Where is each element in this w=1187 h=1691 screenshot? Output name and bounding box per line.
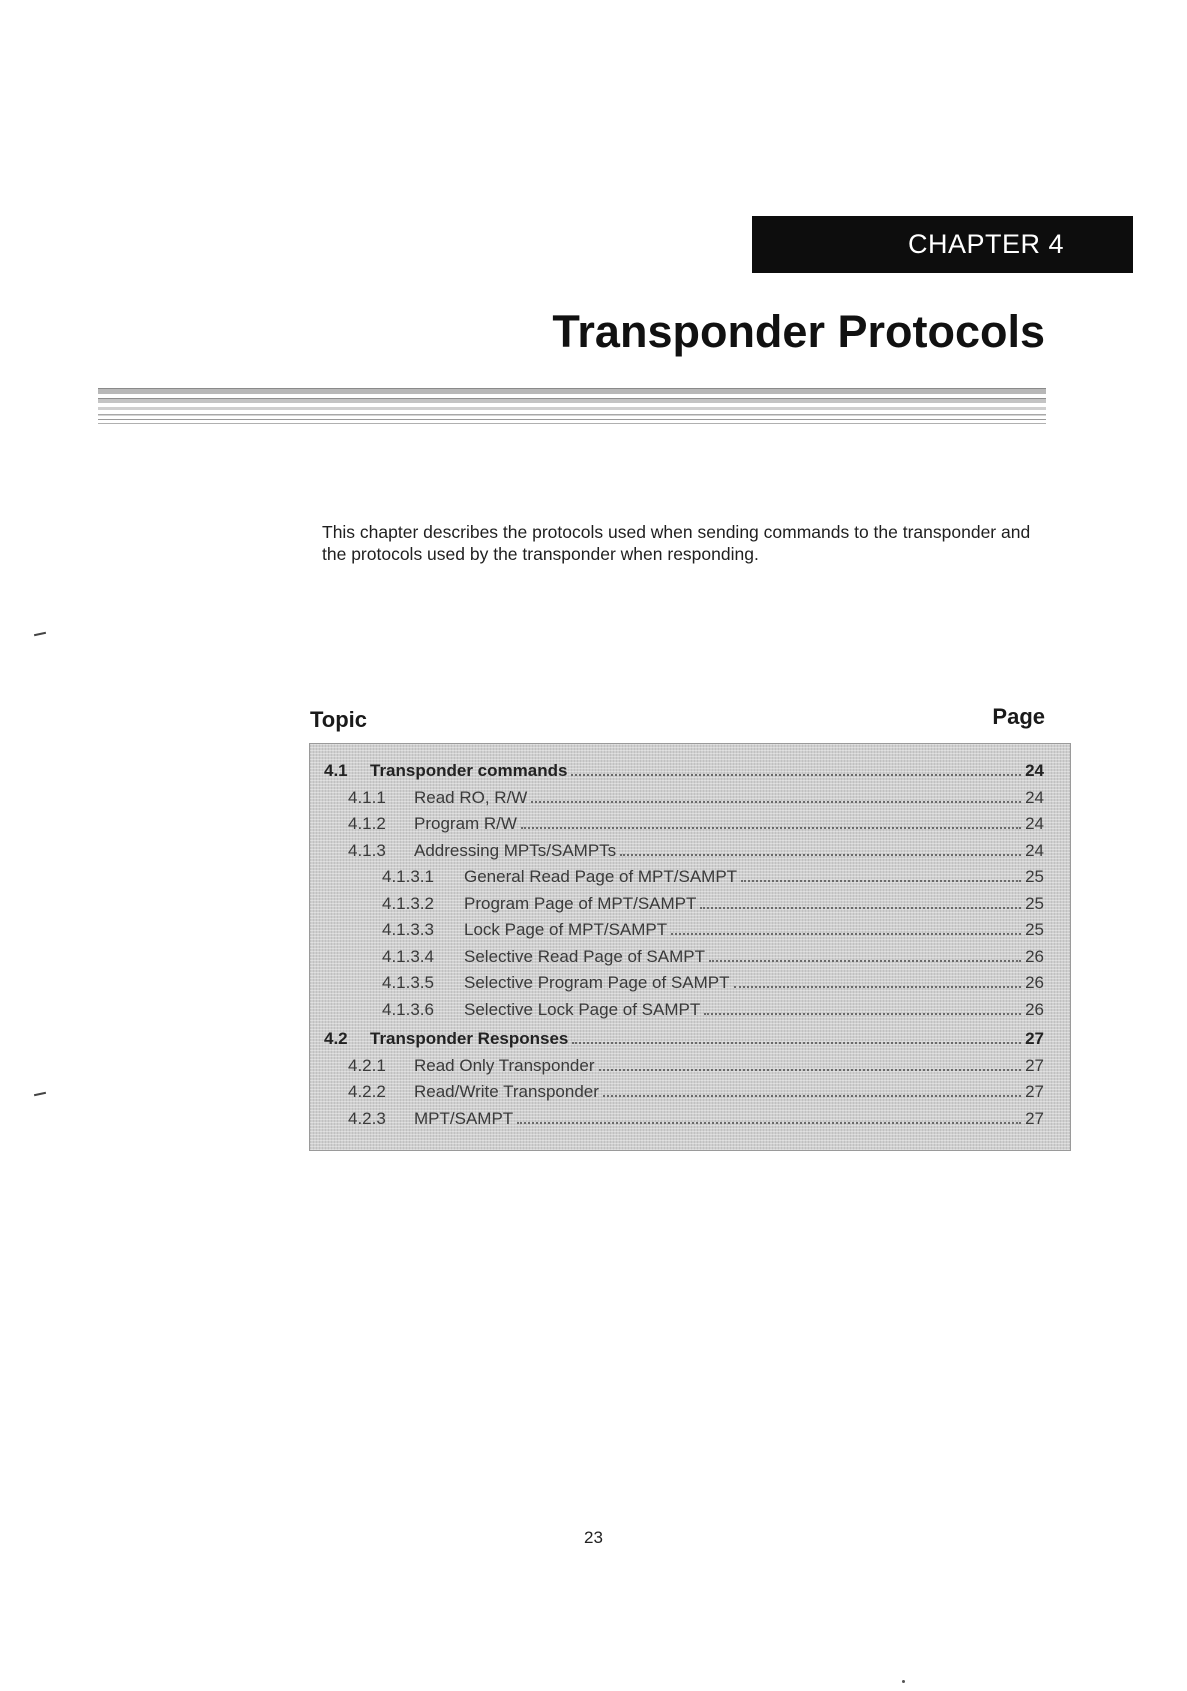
toc-entry — [310, 788, 1044, 808]
toc-dot-leader — [734, 986, 1022, 988]
toc-entry-number: 4.1.3.2 — [382, 893, 434, 913]
margin-mark — [34, 632, 46, 636]
toc-entry-page: 25 — [1025, 920, 1044, 939]
toc-entry — [310, 814, 1044, 834]
toc-entry-title: MPT/SAMPT — [414, 1108, 514, 1128]
toc-entry-page: 24 — [1025, 787, 1044, 807]
toc-entry-number: 4.2.3 — [348, 1108, 386, 1128]
toc-dot-leader — [572, 1042, 1021, 1044]
toc-entry — [310, 1056, 1044, 1076]
toc-entry-title: Transponder commands — [370, 761, 568, 780]
margin-mark — [34, 1092, 46, 1096]
toc-entry-page: 27 — [1025, 1029, 1044, 1048]
toc-entry-title: Read RO, R/W — [414, 787, 528, 807]
chapter-label-box — [752, 216, 1133, 273]
toc-entry-number: 4.1.3.3 — [382, 920, 434, 939]
page-number: 23 — [584, 1528, 603, 1547]
toc-entry — [310, 761, 1044, 781]
toc-dot-leader — [704, 1013, 1021, 1015]
toc-entry-number: 4.1.1 — [348, 787, 386, 807]
toc-entry-title: Selective Lock Page of SAMPT — [464, 999, 701, 1019]
toc-entry-page: 27 — [1025, 1108, 1044, 1128]
toc-entry — [310, 841, 1044, 861]
toc-dot-leader — [620, 854, 1021, 856]
scan-speck — [902, 1680, 905, 1683]
toc-entry-title: General Read Page of MPT/SAMPT — [464, 867, 738, 886]
toc-dot-leader — [741, 880, 1021, 882]
toc-entry-page: 26 — [1025, 973, 1044, 992]
toc-entry-page: 25 — [1025, 893, 1044, 913]
toc-entry-page: 26 — [1025, 999, 1044, 1019]
toc-dot-leader — [521, 827, 1021, 829]
toc-entry-title: Addressing MPTs/SAMPTs — [414, 840, 617, 860]
toc-entry-page: 25 — [1025, 867, 1044, 886]
toc-entry-page: 26 — [1025, 946, 1044, 966]
toc-entry-number: 4.1.3.5 — [382, 973, 434, 992]
toc-entry — [310, 894, 1044, 914]
chapter-label: CHAPTER 4 — [907, 229, 1064, 259]
toc-dot-leader — [531, 801, 1021, 803]
toc-entry-number: 4.1.3.4 — [382, 946, 434, 966]
toc-dot-leader — [599, 1069, 1022, 1071]
toc-entry — [310, 1029, 1044, 1049]
toc-entry-number: 4.2 — [324, 1029, 348, 1048]
toc-entry-number: 4.1.3.6 — [382, 999, 434, 1019]
decorative-rule — [98, 386, 1046, 430]
toc-entry-title: Lock Page of MPT/SAMPT — [464, 920, 668, 939]
chapter-title: Transponder Protocols — [552, 306, 1045, 357]
toc-entry-title: Selective Program Page of SAMPT — [464, 973, 730, 992]
toc-dot-leader — [709, 960, 1021, 962]
toc-entry — [310, 1082, 1044, 1102]
toc-entry — [310, 1000, 1044, 1020]
toc-entry — [310, 947, 1044, 967]
toc-entry-number: 4.1.2 — [348, 814, 386, 833]
toc-entry-page: 24 — [1025, 814, 1044, 833]
toc-entry — [310, 1109, 1044, 1129]
intro-paragraph: This chapter describes the protocols used when sending commands to the transponder and the protocols used by the transponder when responding. — [322, 522, 1031, 564]
toc-dot-leader — [517, 1122, 1021, 1124]
toc-entry — [310, 920, 1044, 940]
toc-dot-leader — [671, 933, 1021, 935]
toc-dot-leader — [603, 1095, 1021, 1097]
toc-entry-page: 24 — [1025, 761, 1044, 780]
toc-entry-number: 4.2.1 — [348, 1055, 386, 1075]
toc-entry-number: 4.1.3.1 — [382, 867, 434, 886]
toc-topic-header: Topic — [310, 707, 368, 732]
toc-entry-number: 4.2.2 — [348, 1082, 386, 1101]
toc-dot-leader — [700, 907, 1021, 909]
toc-entry-page: 27 — [1025, 1055, 1044, 1075]
toc-entry-title: Program Page of MPT/SAMPT — [464, 893, 697, 913]
toc-entry-page: 24 — [1025, 840, 1044, 860]
toc-entry-number: 4.1.3 — [348, 840, 386, 860]
toc-dot-leader — [571, 774, 1021, 776]
toc-entry-page: 27 — [1025, 1082, 1044, 1101]
toc-page-header: Page — [992, 704, 1045, 729]
toc-entry — [310, 867, 1044, 887]
toc-entry-title: Program R/W — [414, 814, 517, 833]
toc-entry-title: Read/Write Transponder — [414, 1082, 599, 1101]
toc-entry — [310, 973, 1044, 993]
toc-entry-title: Read Only Transponder — [414, 1055, 595, 1075]
toc-box — [309, 743, 1071, 1151]
toc-entry-number: 4.1 — [324, 761, 348, 780]
toc-entry-title: Transponder Responses — [370, 1029, 569, 1048]
toc-entry-title: Selective Read Page of SAMPT — [464, 946, 705, 966]
